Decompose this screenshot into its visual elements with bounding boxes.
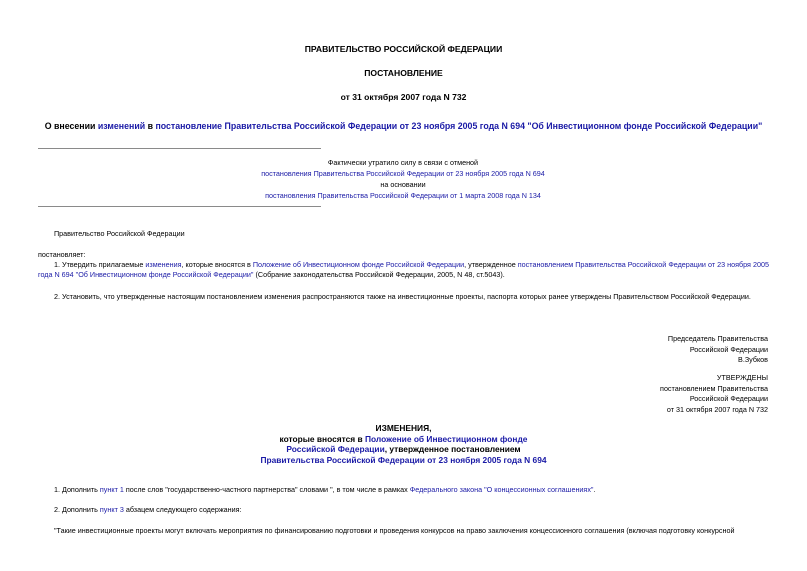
- item-1: [38, 260, 769, 280]
- change-2-link-point-3[interactable]: пункт 3: [99, 505, 124, 514]
- header-doc-type: ПОСТАНОВЛЕНИЕ: [364, 68, 443, 78]
- change-2: [38, 505, 769, 515]
- change-2-text-2: абзацем следующего содержания:: [123, 505, 242, 514]
- title-link-changes[interactable]: изменений: [97, 121, 146, 131]
- intro-resolves: постановляет:: [38, 250, 86, 259]
- approved-block: [660, 373, 768, 415]
- status-link-2[interactable]: постановления Правительства Российской Федерации от 1 марта 2008 года N 134: [265, 191, 541, 200]
- signature-block: [668, 334, 768, 366]
- item-1-text-2: , которые вносятся в: [181, 260, 253, 269]
- approved-line-1: УТВЕРЖДЕНЫ: [716, 373, 768, 382]
- document-title: [0, 121, 807, 131]
- changes-heading: [0, 423, 807, 466]
- header-date-number: от 31 октября 2007 года N 732: [340, 92, 467, 102]
- item-1-link-changes[interactable]: изменения: [145, 260, 182, 269]
- approved-line-4: от 31 октября 2007 года N 732: [666, 404, 768, 414]
- change-2-text-1: 2. Дополнить: [54, 505, 100, 514]
- changes-heading-text-2: , утвержденное постановлением: [384, 444, 521, 455]
- item-1-text-4: (Собрание законодательства Российской Федерации, 2005, N 48, ст.5043).: [253, 270, 505, 279]
- signature-name: В.Зубков: [738, 355, 768, 365]
- changes-link-government[interactable]: Правительства Российской Федерации от 23 ноября 2005 года N 694: [260, 455, 547, 466]
- change-1: [38, 485, 769, 495]
- status-link-1[interactable]: постановления Правительства Российской Федерации от 23 ноября 2005 года N 694: [261, 169, 545, 178]
- changes-link-regulation[interactable]: Положение об Инвестиционном фонде: [365, 433, 528, 444]
- change-1-text-2: после слов "государственно-частного партнерства" словами ", в том числе в рамках: [123, 485, 410, 494]
- changes-heading-title: ИЗМЕНЕНИЯ,: [375, 423, 432, 433]
- change-1-link-law[interactable]: Федерального закона "О концессионных соглашениях": [409, 485, 594, 494]
- title-prefix: О внесении: [44, 121, 98, 131]
- header-government: ПРАВИТЕЛЬСТВО РОССИЙСКОЙ ФЕДЕРАЦИИ: [304, 44, 503, 54]
- item-1-link-resolution[interactable]: постановлением Правительства Российской Федерации от 23 ноября 2005 года N 694 "Об Инвестиционном фонде Российской Федерации": [38, 260, 769, 279]
- item-1-text-1: 1. Утвердить прилагаемые: [54, 260, 146, 269]
- change-1-text-1: 1. Дополнить: [54, 485, 100, 494]
- item-1-text-3: , утвержденное: [464, 260, 518, 269]
- item-2: 2. Установить, что утвержденные настоящим постановлением изменения распространяются также на инвестиционные проекты, паспорта которых ранее утверждены Правительством Российской Федерации.: [54, 292, 751, 301]
- title-mid: в: [145, 121, 156, 131]
- status-block: [160, 157, 646, 201]
- changes-heading-text-1: которые вносятся в: [279, 433, 365, 444]
- approved-line-2: постановлением Правительства: [660, 383, 768, 393]
- signature-line-1: Председатель Правительства: [667, 334, 768, 343]
- divider-bottom: [38, 206, 321, 207]
- signature-line-2: Российской Федерации: [689, 344, 768, 354]
- status-line-1: Фактически утратило силу в связи с отменой: [327, 158, 479, 167]
- item-1-link-regulation[interactable]: Положение об Инвестиционном фонде Российской Федерации: [252, 260, 465, 269]
- intro-government: Правительство Российской Федерации: [54, 229, 185, 238]
- divider-top: [38, 148, 321, 149]
- approved-line-3: Российской Федерации: [689, 394, 768, 404]
- changes-link-rf[interactable]: Российской Федерации: [286, 444, 385, 455]
- title-link-resolution[interactable]: постановление Правительства Российской Федерации от 23 ноября 2005 года N 694 "Об Инвестиционном фонде Российской Федерации": [155, 121, 763, 131]
- change-1-link-point-1[interactable]: пункт 1: [99, 485, 124, 494]
- change-2-quote: "Такие инвестиционные проекты могут включать мероприятия по финансированию подготовки и проведения конкурсов на право заключения концессионного соглашения (включая подготовку конкурсной: [54, 526, 735, 535]
- change-1-text-3: .: [593, 485, 596, 494]
- status-line-2: на основании: [380, 180, 426, 189]
